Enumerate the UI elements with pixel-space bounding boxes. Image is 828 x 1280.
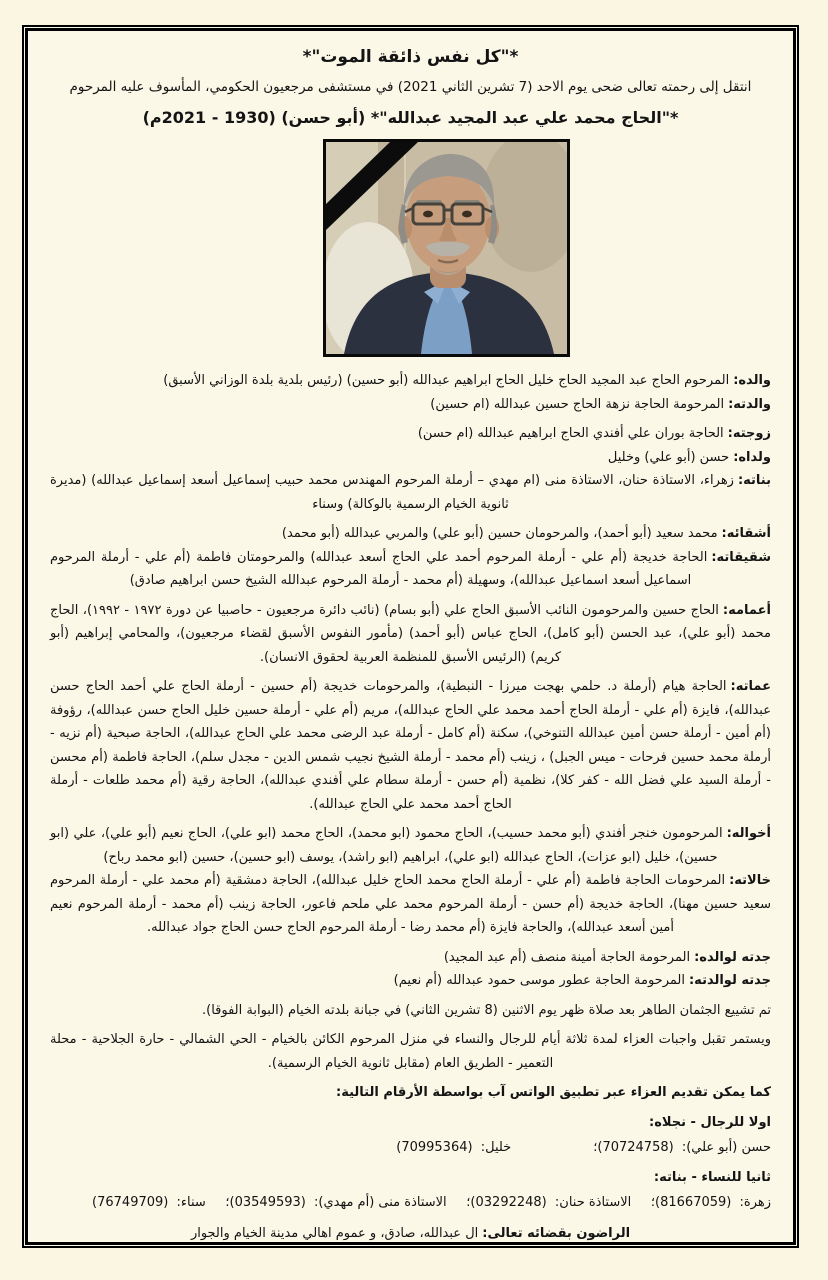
family-entry-father	[50, 369, 771, 393]
entry-label: أشقائه:	[721, 526, 771, 541]
deceased-name: *"الحاج محمد علي عبد المجيد عبدالله"* (أبو حسن) (1930 - 2021م)	[142, 108, 679, 127]
entry-text: المرحومون خنجر أفندي (أبو محمد حسيب)، الحاج محمود (ابو محمد)، الحاج محمد (ابو علي)، الحاج نعيم (أبو علي)، علي (ابو حسين)، خليل (ابو عزات)، الحاج عبدالله (ابو علي)، ابراهيم (ابو راشد)، يوسف (ابو حسين)، حسين (ابو محمد رباح)	[50, 826, 723, 865]
contact-number: (81667059)؛	[650, 1195, 732, 1210]
men-contacts-row	[50, 1136, 771, 1160]
family-entry-mother	[50, 393, 771, 417]
whatsapp-note	[50, 1081, 771, 1105]
entry-label: أعمامه:	[722, 602, 771, 618]
family-entry-sons	[50, 446, 771, 470]
portrait-illustration	[326, 142, 567, 354]
contact-zahra	[651, 1191, 771, 1215]
family-entry-paternal-grandmother	[50, 946, 771, 970]
entry-text: المرحوم الحاج عبد المجيد الحاج خليل الحاج ابراهيم عبدالله (أبو حسين) (رئيس بلدية بلدة الوزاني الأسبق)	[163, 373, 730, 388]
death-announcement: انتقل إلى رحمته تعالى ضحى يوم الاحد (7 تشرين الثاني 2021) في مستشفى مرجعيون الحكومي، المأسوف عليه المرحوم	[69, 79, 752, 95]
entry-text: المرحومة الحاجة نزهة الحاج حسين عبدالله (ام حسين)	[430, 396, 725, 412]
family-entry-sisters	[50, 546, 771, 593]
closing-line	[50, 1222, 771, 1246]
entry-text: المرحومات الحاجة فاطمة (أم علي - أرملة الحاج محمد الحاج خليل عبدالله)، الحاجة دمشقية (أم محمد علي - أرملة المرحوم سعيد حسين مهنا)، الحاجة خديجة (أم حسن - أرملة المرحوم محمد علي ملحم فاعور، الحاجة زينب (أم محمد - أرملة المرحوم نعيم أمين أسعد عبدالله)، والحاجة فايزة (أم محمد رضا - أرملة المرحوم الحاج حسن الحاج جواد عبدالله.	[50, 873, 771, 935]
entry-label: ولداه:	[733, 449, 771, 465]
contact-name: حسن (أبو علي):	[681, 1140, 771, 1155]
closing-label: الراضون بقضائه تعالى:	[482, 1225, 631, 1241]
contact-name: خليل:	[480, 1140, 512, 1155]
contact-hasan	[593, 1136, 771, 1160]
whatsapp-text: كما يمكن تقديم العزاء عبر تطبيق الواتس آب بواسطة الأرقام التالية:	[336, 1085, 771, 1100]
contact-sanaa	[92, 1191, 206, 1215]
contact-mona	[225, 1191, 446, 1215]
entry-text: الحاجة بوران علي أفندي الحاج ابراهيم عبدالله (ام حسن)	[417, 426, 724, 441]
entry-label: شقيقاته:	[711, 549, 771, 565]
entry-text: الحاجة خديجة (أم علي - أرملة المرحوم أحمد علي الحاج أسعد عبدالله) والمرحومتان فاطمة (أم علي - أرملة المرحوم اسماعيل أسعد اسماعيل عبدالله)، وسهيلة (أم محمد - أرملة المرحوم عبدالله الشيخ حسن ابراهيم صادق)	[50, 549, 708, 588]
contact-number: (03292248)؛	[466, 1195, 547, 1210]
entry-label: أخواله:	[726, 826, 771, 841]
family-entry-paternal-uncles	[50, 599, 771, 670]
family-entry-daughters	[50, 469, 771, 516]
entry-text: محمد سعيد (أبو أحمد)، والمرحومان حسين (أبو علي) والمربي عبدالله (أبو محمد)	[281, 526, 718, 541]
condolence-notice	[50, 1028, 771, 1075]
contact-number: (70995364)	[396, 1140, 473, 1155]
entry-text: الحاج حسين والمرحومون النائب الأسبق الحاج علي (أبو بسام) (نائب دائرة مرجعيون - حاصبيا عن دورة ١٩٧٢ - ١٩٩٢)، الحاج محمد (أبو علي)، عبد الحسن (أبو كامل)، الحاج عباس (أبو أحمد) (مأمور النفوس الأسبق لقضاء مرجعيون)، والمحامي إبراهيم (أبو كريم) (الرئيس الأسبق للمنظمة العربية لحقوق الانسان).	[50, 602, 771, 665]
entry-label: زوجته:	[727, 426, 771, 441]
entry-text: حسن (أبو علي) وخليل	[607, 449, 730, 465]
deceased-photo	[323, 139, 570, 357]
contact-name: الاستاذة حنان:	[554, 1195, 632, 1210]
contact-number: (76749709)	[92, 1195, 169, 1210]
entry-label: جدته لوالدته:	[688, 973, 771, 988]
document-frame-inner	[25, 28, 796, 1245]
family-entry-brothers	[50, 522, 771, 546]
women-contacts-row	[50, 1191, 771, 1215]
contact-name: الاستاذة منى (أم مهدي):	[314, 1195, 447, 1210]
family-entry-wife	[50, 422, 771, 446]
document-frame	[22, 25, 799, 1248]
entry-text: المرحومة الحاجة أمينة منصف (أم عبد المجيد)	[443, 949, 691, 965]
contact-number: (03549593)؛	[225, 1195, 306, 1210]
entry-label: بناته:	[737, 473, 771, 488]
entry-label: والده:	[733, 373, 771, 388]
entry-text: المرحومة الحاجة عطور موسى حمود عبدالله (أم نعيم)	[393, 973, 685, 988]
burial-text: تم تشييع الجثمان الطاهر بعد صلاة ظهر يوم الاثنين (8 تشرين الثاني) في جبانة بلدته الخيام (البوابة الفوقا).	[202, 1002, 771, 1018]
burial-notice	[50, 999, 771, 1023]
men-contacts-heading: اولا للرجال - نجلاه:	[649, 1114, 771, 1130]
contact-name: سناء:	[176, 1195, 206, 1210]
family-entry-maternal-aunts	[50, 869, 771, 940]
entry-text: الحاجة هيام (أرملة د. حلمي بهجت ميرزا - النبطية)، والمرحومات خديجة (أم حسين - أرملة الحاج علي أحمد الحاج حسن عبدالله)، فايزة (أم علي - أرملة الحاج أحمد محمد علي الحاج عبدالله)، مريم (أم علي - أرملة حسين خليل الحاج حسن عبدالله)، رؤوفة (أم أمين - أرملة حسن أمين عبدالله التنوخي)، سكنة (أم كامل - أرملة عبد الرضى محمد علي الحاج عبدالله)، الحاجة صبحية (أم نزيه - أرملة محمد حسين فرحات - ميس الجبل) ، زينب (أم محمد - أرملة الشيخ نجيب شمس الدين - مجدل سلم)، الحاجة فاطمة (أم محسن - أرملة السيد علي فضل الله - كفر كلا)، نظمية (أم حسن - أرملة سطام علي أفندي عبدالله)، الحاجة رقية (أم محمد طلعات - أرملة الحاج أحمد محمد علي الحاج عبدالله).	[50, 679, 771, 812]
entry-label: عماته:	[730, 679, 771, 694]
women-contacts-heading: ثانيا للنساء - بناته:	[653, 1169, 771, 1185]
family-entry-maternal-uncles	[50, 822, 771, 869]
family-entry-maternal-grandmother	[50, 969, 771, 993]
contact-khalil	[396, 1136, 511, 1160]
condolence-text: ويستمر تقبل واجبات العزاء لمدة ثلاثة أيام للرجال والنساء في منزل المرحوم الكائن بالخيام - الحي الشمالي - حارة الجلاحية - محلة التعمير - الطريق العام (مقابل ثانوية الخيام الرسمية).	[50, 1032, 771, 1071]
entry-label: والدته:	[728, 396, 771, 412]
entry-text: زهراء، الاستاذة حنان، الاستاذة منى (ام مهدي – أرملة المرحوم المهندس محمد حبيب إسماعيل أسعد إسماعيل عبدالله) (مديرة ثانوية الخيام الرسمية بالوكالة) وسناء	[50, 473, 734, 512]
contact-hanan	[466, 1191, 631, 1215]
entry-label: خالاته:	[729, 873, 771, 888]
closing-text: ال عبدالله، صادق، و عموم اهالي مدينة الخيام والجوار	[190, 1225, 479, 1241]
contact-name: زهرة:	[739, 1195, 771, 1210]
contact-number: (70724758)؛	[593, 1140, 674, 1155]
page-title: *"كل نفس ذائقة الموت"*	[302, 47, 519, 67]
family-entry-paternal-aunts	[50, 675, 771, 816]
entry-label: جدته لوالده:	[694, 949, 771, 965]
